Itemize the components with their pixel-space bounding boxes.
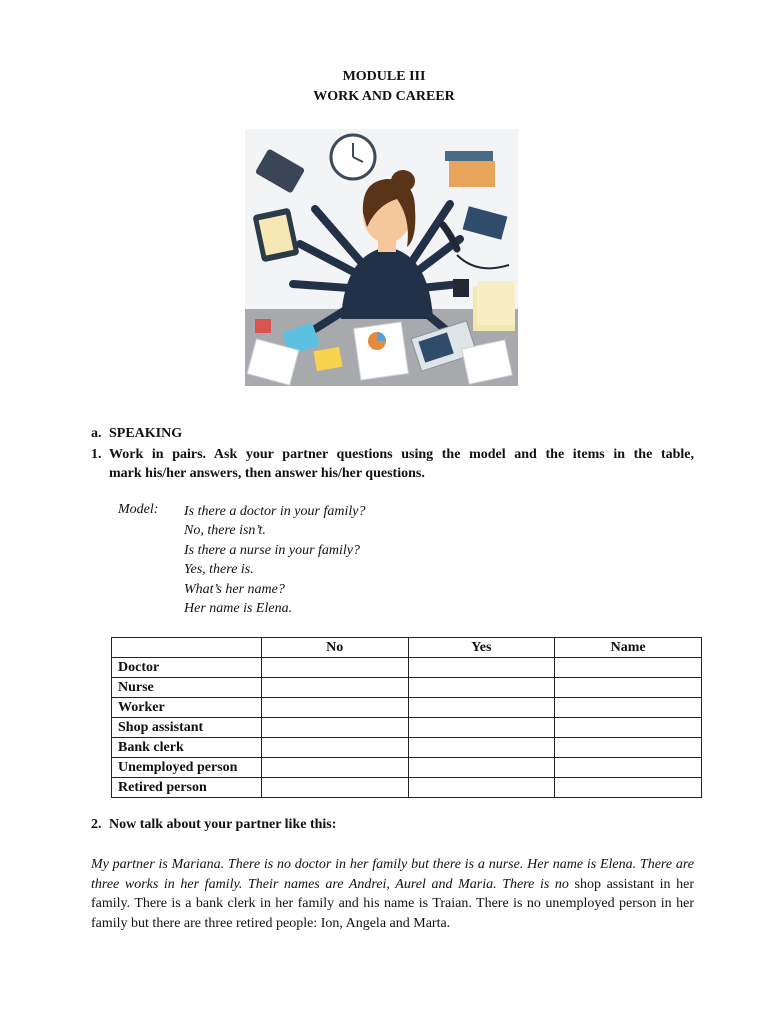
- answer-cell-yes[interactable]: [408, 758, 555, 778]
- answer-cell-name[interactable]: [555, 698, 702, 718]
- table-row: [112, 658, 702, 678]
- table-row: [112, 678, 702, 698]
- answer-cell-no[interactable]: [261, 698, 408, 718]
- table-row: [112, 698, 702, 718]
- answer-cell-yes[interactable]: [408, 718, 555, 738]
- answer-cell-name[interactable]: [555, 718, 702, 738]
- table-header-row: [112, 638, 702, 658]
- model-line: Her name is Elena.: [184, 600, 293, 616]
- example-paragraph: [91, 855, 694, 933]
- answer-cell-yes[interactable]: [408, 778, 555, 798]
- row-label: Retired person: [112, 778, 262, 798]
- answer-cell-no[interactable]: [261, 778, 408, 798]
- answer-cell-name[interactable]: [555, 758, 702, 778]
- family-survey-table: [111, 637, 702, 798]
- exercise-2-number: 2.: [91, 817, 102, 832]
- table-header-cell: [112, 638, 262, 658]
- answer-cell-yes[interactable]: [408, 658, 555, 678]
- module-title: MODULE III: [342, 69, 426, 84]
- model-label: Model:: [118, 502, 159, 517]
- answer-cell-name[interactable]: [555, 778, 702, 798]
- row-label: Unemployed person: [112, 758, 262, 778]
- coffee-mug-icon: [453, 279, 469, 297]
- model-line: Yes, there is.: [184, 562, 254, 578]
- model-line: Is there a nurse in your family?: [184, 542, 361, 558]
- businesswoman-illustration: [245, 129, 518, 386]
- answer-cell-no[interactable]: [261, 678, 408, 698]
- model-line: No, there isn’t.: [184, 523, 266, 539]
- row-label: Doctor: [112, 658, 262, 678]
- box-icon: [445, 151, 495, 187]
- table-header-no: No: [261, 638, 408, 658]
- answer-cell-yes[interactable]: [408, 698, 555, 718]
- answer-cell-name[interactable]: [555, 678, 702, 698]
- example-paragraph-italic: My partner is Mariana. There is no doctor in her family but there is a nurse. Her name is Elena. There are three works in her family. Their names are Andrei, Aurel and Maria. There is no: [91, 857, 694, 892]
- row-label: Shop assistant: [112, 718, 262, 738]
- model-line: What’s her name?: [184, 581, 285, 597]
- answer-cell-no[interactable]: [261, 718, 408, 738]
- row-label: Worker: [112, 698, 262, 718]
- module-subtitle: WORK AND CAREER: [313, 89, 455, 104]
- table-header-name: Name: [555, 638, 702, 658]
- answer-cell-no[interactable]: [261, 738, 408, 758]
- exercise-1-instruction: [91, 445, 694, 483]
- row-label: Bank clerk: [112, 738, 262, 758]
- answer-cell-no[interactable]: [261, 658, 408, 678]
- answer-cell-yes[interactable]: [408, 678, 555, 698]
- exercise-1-number: 1.: [91, 447, 102, 462]
- table-row: [112, 758, 702, 778]
- table-row: [112, 718, 702, 738]
- exercise-2-heading: Now talk about your partner like this:: [109, 817, 337, 832]
- exercise-1-line-1: Work in pairs. Ask your partner questions using the model and the items in the table,: [109, 447, 694, 462]
- section-a-heading: [91, 426, 182, 442]
- clock-icon: [331, 135, 375, 179]
- answer-cell-name[interactable]: [555, 738, 702, 758]
- table-row: [112, 738, 702, 758]
- answer-cell-yes[interactable]: [408, 738, 555, 758]
- section-a-marker: a.: [91, 426, 102, 441]
- exercise-2-instruction: [91, 817, 336, 833]
- row-label: Nurse: [112, 678, 262, 698]
- model-line: Is there a doctor in your family?: [184, 504, 366, 519]
- paper-stack-icon: [473, 281, 515, 331]
- answer-cell-no[interactable]: [261, 758, 408, 778]
- chart-document-icon: [354, 322, 409, 380]
- exercise-1-line-2: mark his/her answers, then answer his/her questions.: [109, 466, 425, 481]
- example-paragraph-regular: shop assistant in her family. There is a bank clerk in her family and his name is Traian. There is no unemployed person in her family but there are three retired people: Ion, Angela and Marta.: [91, 876, 694, 931]
- table-header-yes: Yes: [408, 638, 555, 658]
- section-a-title: SPEAKING: [109, 426, 183, 441]
- answer-cell-name[interactable]: [555, 658, 702, 678]
- table-row: [112, 778, 702, 798]
